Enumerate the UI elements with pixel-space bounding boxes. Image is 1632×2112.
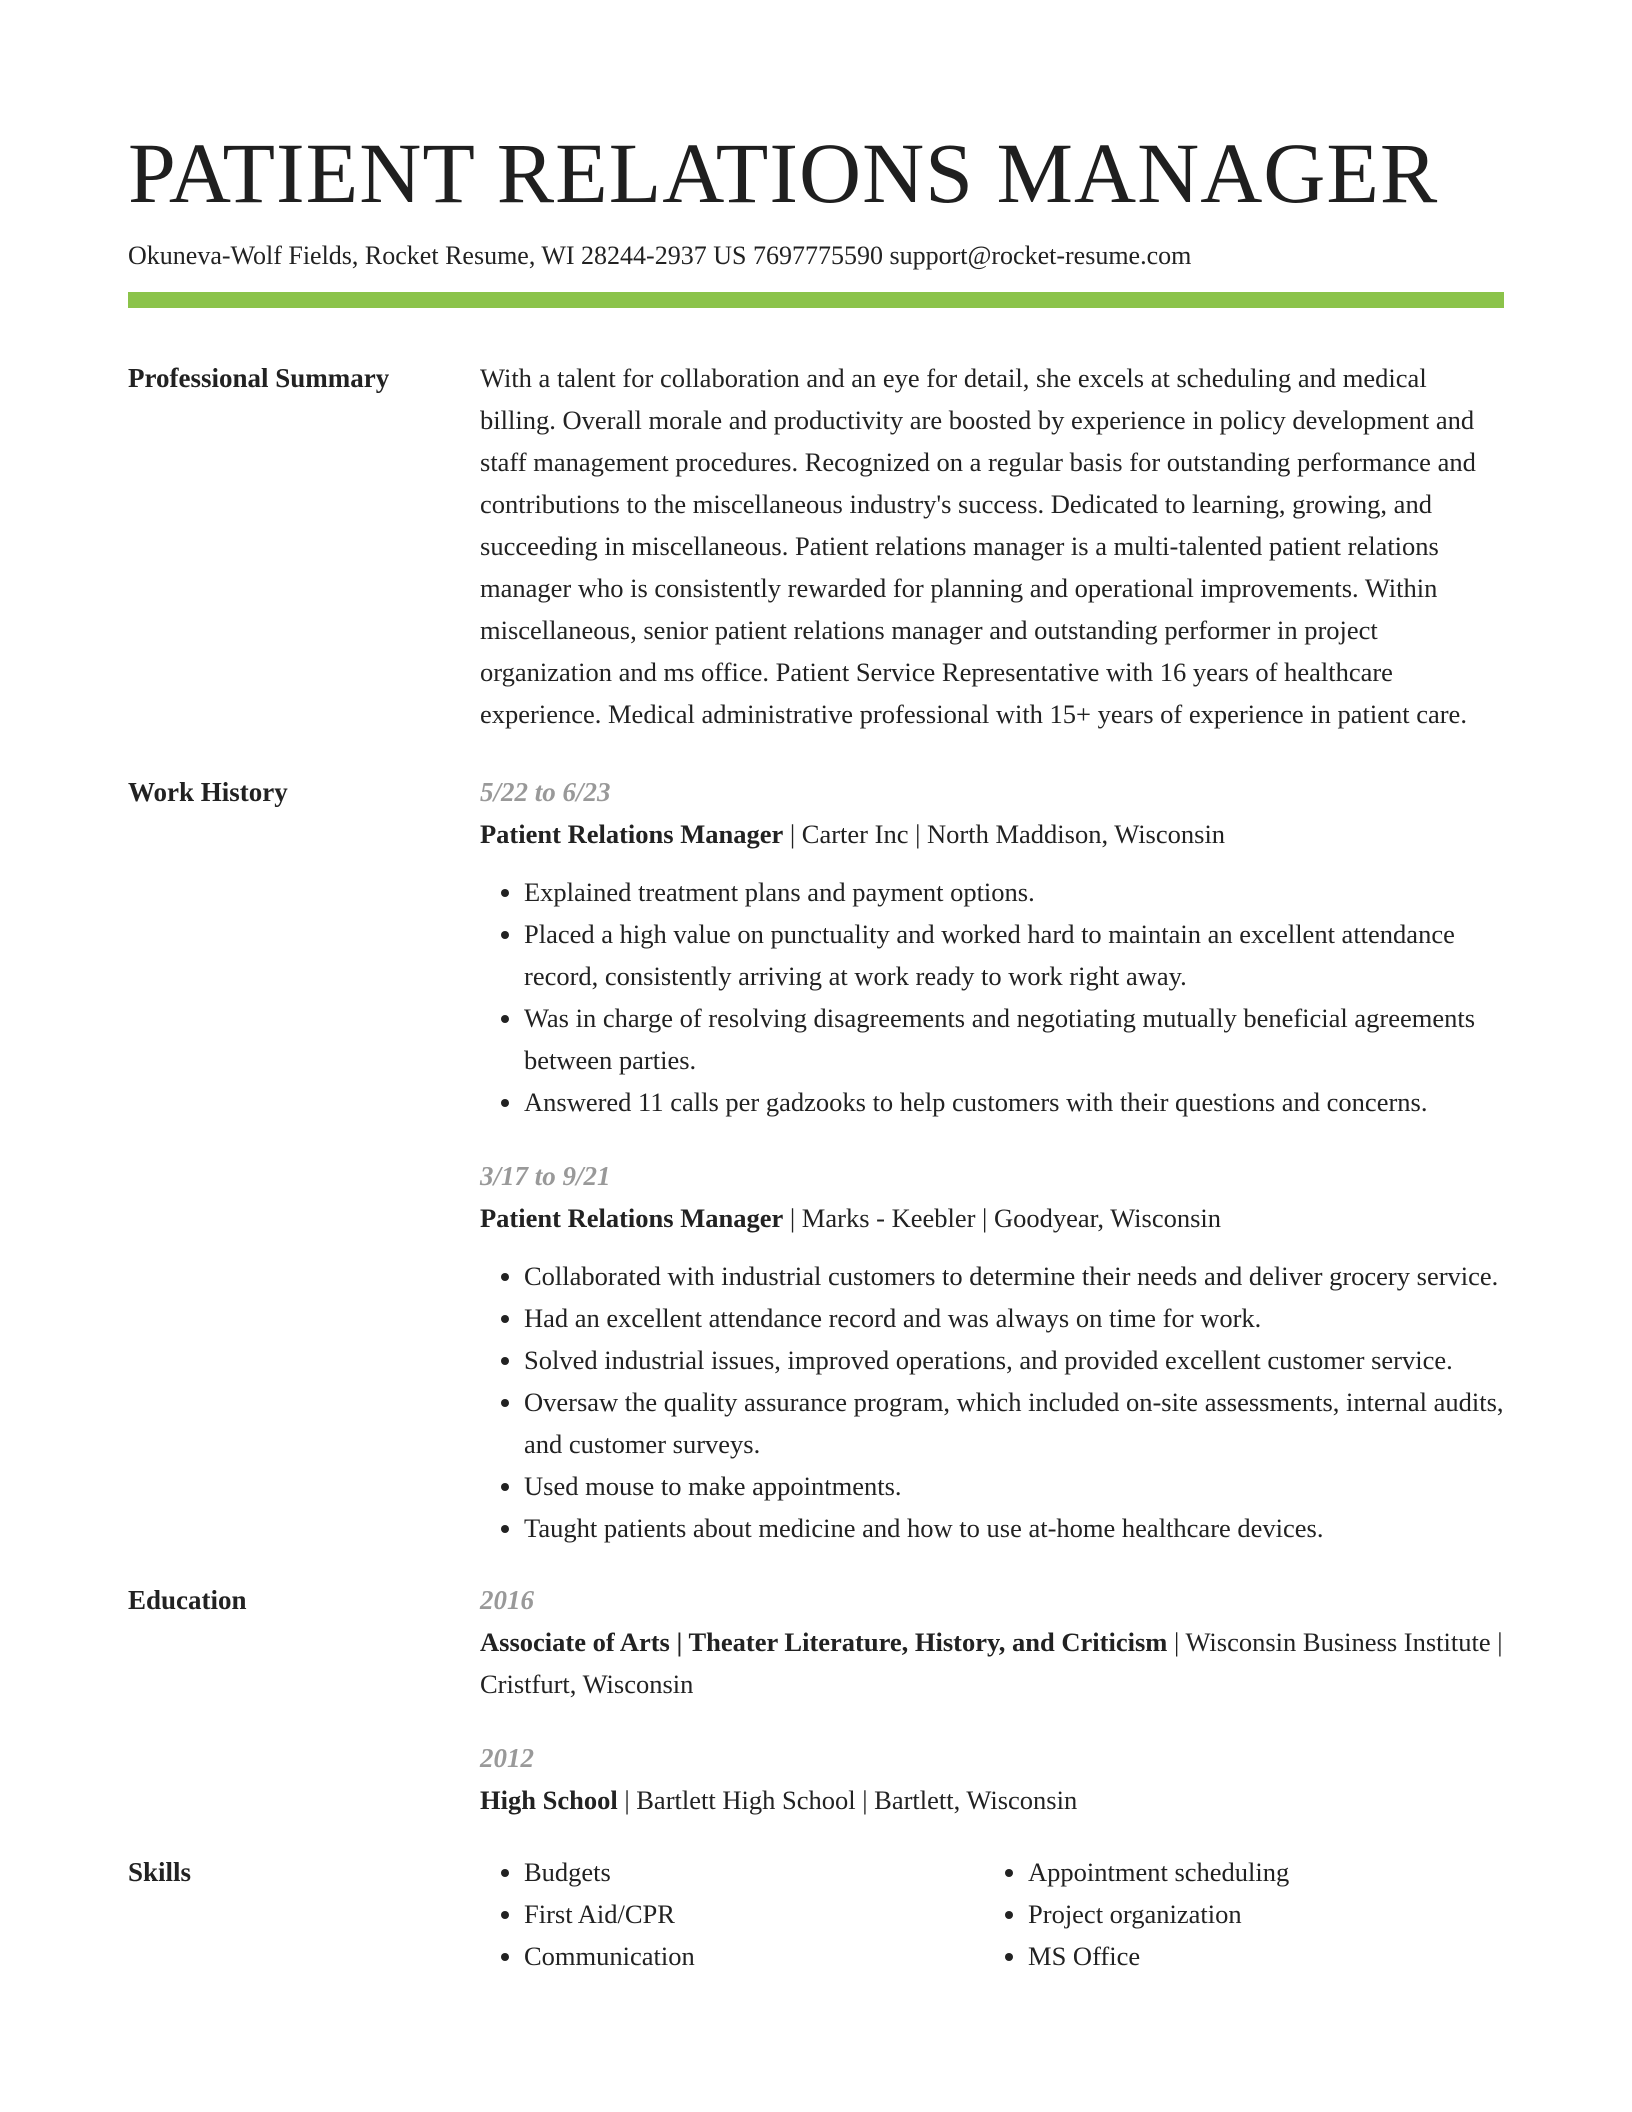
resume-title: PATIENT RELATIONS MANAGER: [128, 125, 1439, 221]
job-heading: [480, 813, 1504, 855]
job-bullet: • Solved industrial issues, improved operations, and provided excellent customer service.: [524, 1339, 1504, 1381]
job-bullet: • Answered 11 calls per gadzooks to help customers with their questions and concerns.: [524, 1081, 1504, 1123]
job-bullet: • Placed a high value on punctuality and worked hard to maintain an excellent attendance record, consistently arriving at work ready to work right away.: [524, 913, 1504, 997]
skill-item: • Appointment scheduling: [1028, 1851, 1528, 1893]
job-bullet: • Collaborated with industrial customers to determine their needs and deliver grocery service.: [524, 1255, 1504, 1297]
job-bullets: [480, 1255, 1504, 1549]
job-bullet: • Used mouse to make appointments.: [524, 1465, 1504, 1507]
job-role: Patient Relations Manager: [480, 819, 784, 849]
job-entry: [480, 1155, 1504, 1549]
education-entry: [480, 1737, 1504, 1821]
skills-section: [128, 1851, 1504, 1977]
education-details: | Wisconsin Business Institute | Cristfurt, Wisconsin: [480, 1627, 1503, 1699]
summary-text: With a talent for collaboration and an eye for detail, she excels at scheduling and medical billing. Overall morale and productivity are boosted by experience in policy development and staff management procedures. Recognized on a regular basis for outstanding performance and contributions to the miscellaneous industry's success. Dedicated to learning, growing, and succeeding in miscellaneous. Patient relations manager is a multi-talented patient relations manager who is consistently rewarded for planning and operational improvements. Within miscellaneous, senior patient relations manager and outstanding performer in project organization and ms office. Patient Service Representative with 16 years of healthcare experience. Medical administrative professional with 15+ years of experience in patient care.: [480, 363, 1476, 729]
resume-page: [128, 118, 1504, 1977]
education-section: [128, 1579, 1504, 1821]
education-details: | Bartlett High School | Bartlett, Wisconsin: [617, 1785, 1078, 1815]
section-title-summary: Professional Summary: [128, 363, 390, 393]
summary-section: [128, 357, 1504, 735]
contact-line: Okuneva-Wolf Fields, Rocket Resume, WI 28244-2937 US 7697775590 support@rocket-resume.com: [128, 241, 1192, 270]
job-dates: 3/17 to 9/21: [480, 1161, 611, 1191]
job-bullet: • Had an excellent attendance record and was always on time for work.: [524, 1297, 1504, 1339]
education-degree: High School: [480, 1785, 618, 1815]
education-year: 2016: [480, 1585, 534, 1615]
job-bullet: • Explained treatment plans and payment options.: [524, 871, 1504, 913]
skill-item: • Budgets: [524, 1851, 984, 1893]
job-details: | Marks - Keebler | Goodyear, Wisconsin: [783, 1203, 1222, 1233]
education-heading: [480, 1621, 1504, 1705]
skills-column-right: [984, 1851, 1528, 1977]
job-details: | Carter Inc | North Maddison, Wisconsin: [783, 819, 1226, 849]
job-bullet: • Taught patients about medicine and how to use at-home healthcare devices.: [524, 1507, 1504, 1549]
skills-column-left: [480, 1851, 984, 1977]
job-bullet: • Was in charge of resolving disagreements and negotiating mutually beneficial agreements between parties.: [524, 997, 1504, 1081]
education-entry: [480, 1579, 1504, 1705]
skill-item: • MS Office: [1028, 1935, 1528, 1977]
job-bullets: [480, 871, 1504, 1123]
section-title-skills: Skills: [128, 1857, 192, 1887]
education-degree: Associate of Arts | Theater Literature, History, and Criticism: [480, 1627, 1168, 1657]
job-role: Patient Relations Manager: [480, 1203, 784, 1233]
section-title-work: Work History: [128, 777, 288, 807]
work-history-section: [128, 771, 1504, 1549]
skills-grid: [480, 1851, 1528, 1977]
education-year: 2012: [480, 1743, 534, 1773]
skill-item: • Project organization: [1028, 1893, 1528, 1935]
job-heading: [480, 1197, 1504, 1239]
job-dates: 5/22 to 6/23: [480, 777, 611, 807]
skill-item: • Communication: [524, 1935, 984, 1977]
section-title-education: Education: [128, 1585, 247, 1615]
education-heading: [480, 1779, 1504, 1821]
header-divider: [128, 292, 1504, 308]
job-bullet: • Oversaw the quality assurance program, which included on-site assessments, internal audits, and customer surveys.: [524, 1381, 1504, 1465]
skill-item: • First Aid/CPR: [524, 1893, 984, 1935]
job-entry: [480, 771, 1504, 1123]
